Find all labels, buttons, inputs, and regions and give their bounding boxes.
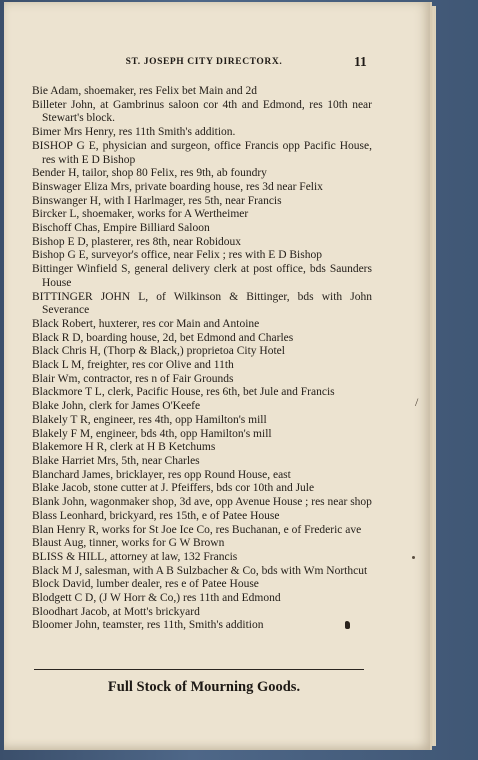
directory-entry: Blan Henry R, works for St Joe Ice Co, res Buchanan, e of Frederic ave bbox=[32, 523, 362, 536]
directory-entry: Blank John, wagonmaker shop, 3d ave, opp Avenue House ; res near shop bbox=[32, 496, 372, 509]
directory-entry: Bischoff Chas, Empire Billiard Saloon bbox=[32, 222, 210, 235]
page-header bbox=[24, 54, 384, 75]
directory-entry: Blakely F M, engineer, bds 4th, opp Hamilton's mill bbox=[32, 427, 272, 440]
directory-entries bbox=[32, 85, 372, 633]
directory-entry: Black Chris H, (Thorp & Black,) proprietoa City Hotel bbox=[32, 345, 285, 358]
directory-entry: Bimer Mrs Henry, res 11th Smith's addition. bbox=[32, 126, 236, 139]
directory-entry: Blodgett C D, (J W Horr & Co,) res 11th and Edmond bbox=[32, 592, 281, 605]
pencil-mark: / bbox=[415, 395, 419, 409]
directory-entry: Bender H, tailor, shop 80 Felix, res 9th, ab foundry bbox=[32, 167, 267, 180]
directory-entry: Black Robert, huxterer, res cor Main and Antoine bbox=[32, 317, 260, 330]
directory-entry: Binswanger H, with I Harlmager, res 5th, near Francis bbox=[32, 194, 282, 207]
running-title: ST. JOSEPH CITY DIRECTORX. bbox=[125, 57, 283, 67]
directory-entry: Billeter John, at Gambrinus saloon cor 4th and Edmond, res 10th near Stewart's block. bbox=[32, 98, 372, 125]
directory-entry: Bloodhart Jacob, at Mott's brickyard bbox=[32, 605, 200, 618]
directory-entry: Blackmore T L, clerk, Pacific House, res 6th, bet Jule and Francis bbox=[32, 386, 335, 399]
directory-entry: Bircker L, shoemaker, works for A Wertheimer bbox=[32, 208, 249, 221]
directory-entry: Black R D, boarding house, 2d, bet Edmond and Charles bbox=[32, 331, 294, 344]
directory-entry: Blake Jacob, stone cutter at J. Pfeiffers, bds cor 10th and Jule bbox=[32, 482, 315, 495]
directory-entry: Blanchard James, bricklayer, res opp Round House, east bbox=[32, 468, 291, 481]
directory-entry: Bittinger Winfield S, general delivery clerk at post office, bds Saunders House bbox=[32, 263, 372, 289]
directory-entry: Bishop G E, surveyor's office, near Felix ; res with E D Bishop bbox=[32, 249, 322, 262]
directory-entry: Blakemore H R, clerk at H B Ketchums bbox=[32, 441, 216, 454]
paper-speck bbox=[412, 556, 415, 559]
directory-entry: Blake John, clerk for James O'Keefe bbox=[32, 400, 201, 413]
footer-rule bbox=[34, 669, 364, 670]
directory-entry: Blair Wm, contractor, res n of Fair Grounds bbox=[32, 372, 234, 385]
advertisement-footer: Full Stock of Mourning Goods. bbox=[107, 679, 301, 695]
directory-entry: Blakely T R, engineer, res 4th, opp Hamilton's mill bbox=[32, 413, 267, 426]
ink-blot bbox=[345, 621, 350, 629]
page-number: 11 bbox=[354, 54, 367, 69]
directory-entry: Black M J, salesman, with A B Sulzbacher & Co, bds with Wm Northcut bbox=[32, 564, 368, 577]
directory-entry: Block David, lumber dealer, res e of Patee House bbox=[32, 578, 259, 591]
directory-entry: Bishop E D, plasterer, res 8th, near Robidoux bbox=[32, 235, 242, 248]
directory-page bbox=[4, 2, 432, 750]
directory-entry: Blass Leonhard, brickyard, res 15th, e of Patee House bbox=[32, 509, 280, 522]
directory-entry: Binswager Eliza Mrs, private boarding house, res 3d near Felix bbox=[32, 180, 323, 193]
directory-entry: Bie Adam, shoemaker, res Felix bet Main and 2d bbox=[32, 85, 258, 97]
directory-entry: BLISS & HILL, attorney at law, 132 Francis bbox=[32, 550, 238, 563]
directory-entry: Blaust Aug, tinner, works for G W Brown bbox=[32, 537, 225, 550]
directory-entry: Bloomer John, teamster, res 11th, Smith's addition bbox=[32, 619, 264, 632]
directory-entry: BITTINGER JOHN L, of Wilkinson & Bittinger, bds with John Severance bbox=[32, 290, 372, 317]
directory-entry: Blake Harriet Mrs, 5th, near Charles bbox=[32, 454, 200, 467]
directory-entry: Black L M, freighter, res cor Olive and 11th bbox=[32, 359, 234, 372]
directory-entry: BISHOP G E, physician and surgeon, office Francis opp Pacific House, res with E D Bishop bbox=[32, 139, 372, 166]
